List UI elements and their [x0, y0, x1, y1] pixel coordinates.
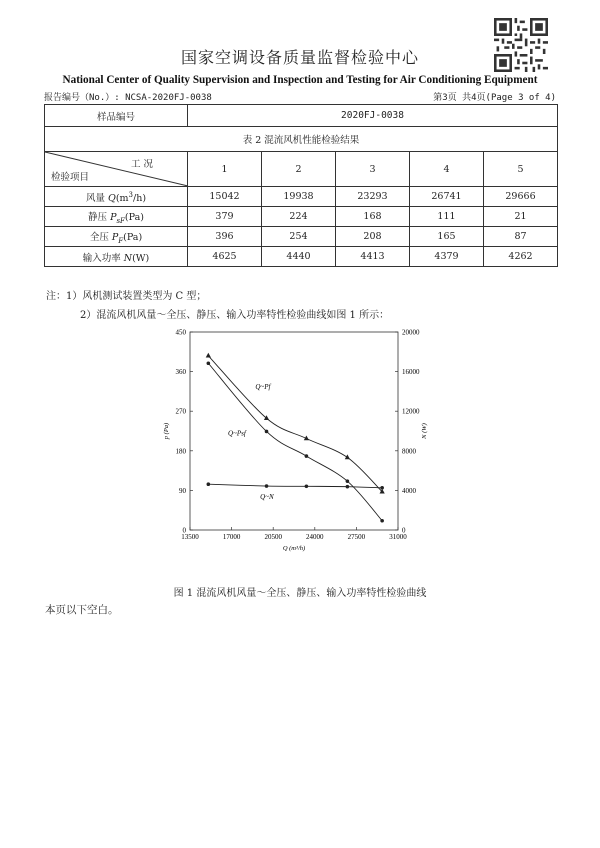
cell: 4625	[188, 247, 262, 267]
cell: 396	[188, 227, 262, 247]
header-row	[45, 152, 558, 187]
point-qn	[380, 486, 384, 490]
row-label-input-power	[45, 247, 188, 267]
series-line-qpf	[208, 356, 382, 492]
label-unit: (W)	[132, 252, 150, 264]
diag-bottom-label: 检验项目	[51, 172, 90, 183]
label-symbol: N	[123, 252, 133, 264]
sample-value: 2020FJ-0038	[188, 105, 558, 127]
point-qpsf	[207, 361, 211, 365]
table-row	[45, 227, 558, 247]
label-cn: 全压	[89, 231, 109, 243]
cell: 111	[410, 207, 484, 227]
point-qpsf	[305, 454, 309, 458]
label-cn: 风量	[85, 192, 105, 204]
cell: 19938	[262, 187, 336, 207]
cell: 165	[410, 227, 484, 247]
point-qpsf	[346, 479, 350, 483]
y-left-tick-label: 180	[175, 447, 186, 456]
x-axis-label: Q (m³/h)	[282, 545, 306, 552]
y-right-tick-label: 0	[402, 526, 406, 535]
point-qpf	[264, 415, 269, 420]
table-row	[45, 247, 558, 267]
label-unit-sup: 3	[128, 190, 133, 199]
label-unit: (Pa)	[123, 231, 143, 243]
point-qpf	[206, 353, 211, 358]
condition-4: 4	[410, 152, 484, 187]
y-left-axis-label: p (Pa)	[163, 422, 170, 440]
condition-3: 3	[336, 152, 410, 187]
y-left-tick-label: 270	[175, 407, 186, 416]
point-qn	[207, 482, 211, 486]
cell: 21	[484, 207, 558, 227]
cell: 4379	[410, 247, 484, 267]
y-left-tick-label: 90	[179, 486, 186, 495]
diag-top-label: 工 况	[130, 159, 153, 170]
y-right-tick-label: 12000	[402, 407, 420, 416]
curve-label-n: Q~N	[260, 493, 274, 502]
cell: 23293	[336, 187, 410, 207]
series-line-qn	[208, 484, 382, 488]
table-row	[45, 207, 558, 227]
label-cn: 输入功率	[82, 252, 121, 264]
org-title-cn: 国家空调设备质量监督检验中心	[180, 48, 419, 67]
point-qpsf	[265, 430, 269, 434]
cell: 254	[262, 227, 336, 247]
label-cn: 静压	[88, 211, 108, 223]
label-unit-post: /h)	[133, 192, 147, 204]
label-symbol: Q	[108, 192, 116, 204]
label-unit: (Pa)	[124, 211, 144, 223]
table-caption-row	[45, 127, 558, 152]
plot-frame	[190, 332, 398, 530]
y-right-axis-label: N (W)	[421, 423, 428, 439]
x-tick-label: 13500	[181, 533, 199, 541]
y-right-tick-label: 8000	[402, 447, 416, 456]
cell: 4262	[484, 247, 558, 267]
condition-2: 2	[262, 152, 336, 187]
blank-note: 本页以下空白。	[45, 604, 119, 616]
cell: 168	[336, 207, 410, 227]
report-number: 报告编号（No.）: NCSA-2020FJ-0038	[44, 93, 212, 103]
table-caption: 表 2 混流风机性能检验结果	[45, 127, 558, 152]
y-right-tick-label: 4000	[402, 486, 416, 495]
cell: 379	[188, 207, 262, 227]
y-right-tick-label: 20000	[402, 328, 420, 337]
x-tick-label: 20500	[264, 533, 282, 541]
cell: 29666	[484, 187, 558, 207]
cell: 4413	[336, 247, 410, 267]
x-tick-label: 24000	[306, 533, 324, 541]
sample-row	[45, 105, 558, 127]
row-label-static-pressure	[45, 207, 188, 227]
label-symbol: P	[111, 231, 119, 243]
y-left-tick-label: 450	[175, 328, 186, 337]
point-qpsf	[380, 519, 384, 523]
curve-label-psf: Q~Psf	[228, 429, 246, 438]
page-number: 第3页 共4页(Page 3 of 4)	[433, 93, 556, 103]
curve-label-pf: Q~Pf	[255, 383, 271, 392]
point-qn	[346, 485, 350, 489]
cell: 4440	[262, 247, 336, 267]
table-row	[45, 187, 558, 207]
y-left-tick-label: 0	[182, 526, 186, 535]
x-tick-label: 27500	[347, 533, 366, 541]
sample-label: 样品编号	[45, 105, 188, 127]
label-symbol: P	[110, 211, 117, 223]
results-table	[44, 104, 558, 267]
note-1: 注：1）风机测试装置类型为 C 型；	[46, 291, 207, 302]
cell: 224	[262, 207, 336, 227]
label-unit: (m	[115, 192, 129, 204]
x-tick-label: 31000	[389, 533, 407, 541]
cell: 15042	[188, 187, 262, 207]
org-title-en: National Center of Quality Supervision and Inspection and Testing for Air Conditioning Equipment	[62, 74, 538, 86]
note-2: 2）混流风机风量～全压、静压、输入功率特性检验曲线如图 1 所示：	[80, 310, 390, 321]
point-qpf	[345, 454, 350, 459]
label-sub: sF	[116, 216, 125, 225]
figure-caption: 图 1 混流风机风量～全压、静压、输入功率特性检验曲线	[173, 588, 427, 599]
row-label-airflow	[45, 187, 188, 207]
y-right-tick-label: 16000	[402, 368, 420, 377]
row-label-total-pressure	[45, 227, 188, 247]
point-qn	[265, 484, 269, 488]
label-sub: F	[118, 236, 124, 245]
cell: 26741	[410, 187, 484, 207]
y-left-tick-label: 360	[175, 368, 186, 377]
cell: 208	[336, 227, 410, 247]
condition-1: 1	[188, 152, 262, 187]
diagonal-header-cell	[45, 152, 188, 187]
series-line-qpsf	[208, 363, 382, 521]
x-tick-label: 17000	[222, 533, 241, 541]
performance-chart	[148, 322, 428, 572]
cell: 87	[484, 227, 558, 247]
point-qn	[305, 485, 309, 489]
condition-5: 5	[484, 152, 558, 187]
